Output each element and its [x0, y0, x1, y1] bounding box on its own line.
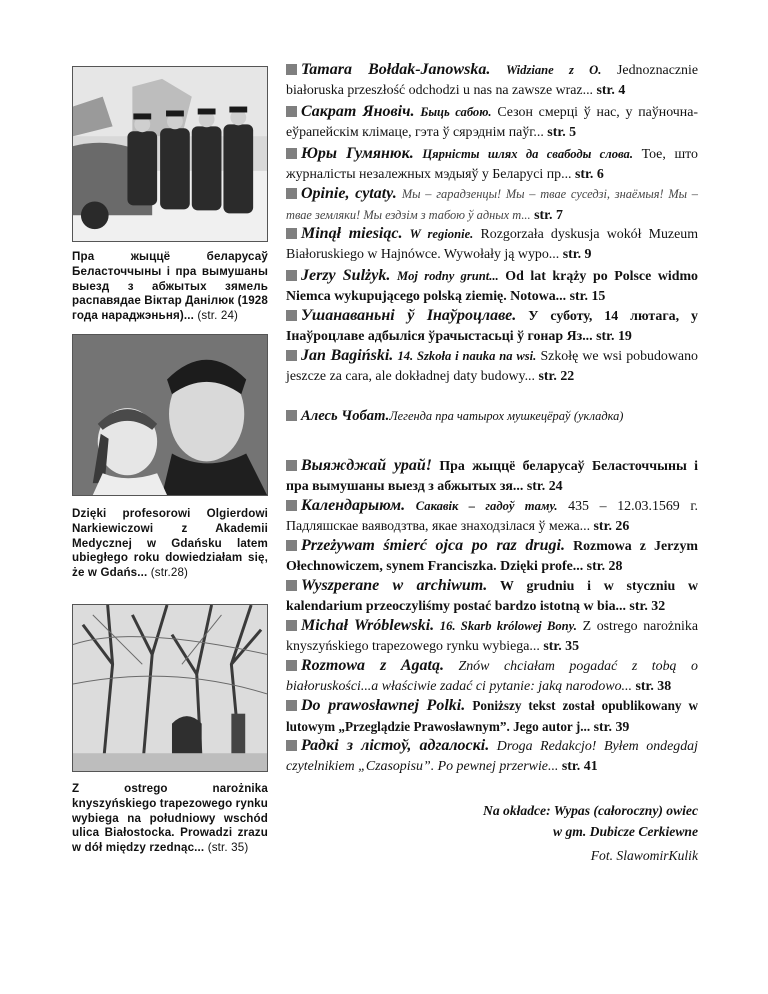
entry-author: Opinie, cytaty. [301, 185, 397, 202]
entry-page: str. 19 [596, 329, 632, 344]
entry-page: str. 6 [575, 167, 604, 182]
photo-cemetery-trees [72, 604, 268, 772]
entry-author: Michał Wróblewski. [301, 617, 435, 634]
entry-author: Tamara Bołdak-Janowska. [301, 61, 491, 78]
entry-title: 14. Szkoła i nauka na wsi. [397, 349, 537, 363]
entry-text: Легенда пра чатырох мушкецёраў [389, 409, 571, 423]
entry-author: Rozmowa z Agatą. [301, 657, 444, 674]
entry-text: Тое, што журналісты незалежных мэдыяў у Беларусі пр... [286, 147, 698, 182]
entry-author: Радкі з лістоў, адгалоскі. [301, 737, 490, 754]
bullet-square-icon [286, 410, 297, 421]
entry-text: 435 – 12.03.1569 г. Падляшскае ваяводзтва, якае знаходзілася ў межа... [286, 499, 698, 534]
entry-page: str. 32 [629, 599, 666, 614]
entry-text: Szkołę we wsi pobudowano jeszcze za cara, ale dokładnej daty budowy... [286, 349, 698, 384]
bullet-square-icon [286, 228, 297, 239]
entry-page: str. 24 [526, 479, 563, 494]
entry-author: Выяжджай урай! [301, 457, 433, 474]
entry-12[interactable] [286, 536, 698, 577]
photo1-caption-page: (str. 24) [197, 309, 239, 323]
entry-page: str. 7 [534, 208, 563, 223]
bullet-square-icon [286, 500, 297, 511]
entry-page: str. 26 [593, 519, 630, 534]
entry-page: str. 28 [586, 559, 623, 574]
entry-1[interactable] [286, 60, 698, 101]
entry-author: Календарыюм. [301, 497, 406, 514]
entry-text: Сезон смерці ў нас, у паўночна-еўрапейскім клімаце, гэта ў сярэднім паўг... [286, 105, 699, 140]
entry-8[interactable] [286, 346, 698, 387]
entry-text: Znów chciałam pogadać z tobą o białoruskości...a właściwie zadać ci pytanie: jaką narodowo... [286, 659, 698, 694]
photo-credit: Fot. SlawomirKulik [590, 848, 698, 863]
entry-5[interactable] [286, 224, 698, 265]
entry-author: Юры Гумянюк. [301, 145, 414, 162]
entry-page: str. 38 [635, 679, 672, 694]
bullet-square-icon [286, 350, 297, 361]
entry-title: Быць сабою. [420, 105, 492, 119]
entry-text: Z ostrego narożnika knyszyńskiego trapezowego rynku wybiega... [286, 619, 698, 654]
entry-page: str. 39 [593, 720, 630, 735]
entry-text: Rozgorzała dyskusja wokół Muzeum Białoruskiego w Hajnówce. Wywołały ją wypo... [286, 227, 699, 262]
photo3-caption-page: (str. 35) [207, 841, 249, 855]
entry-3[interactable] [286, 144, 698, 185]
entry-text: Droga Redakcjo! Byłem ondegdaj czytelnikiem „Czasopisu”. Po pewnej przerwie... [286, 739, 698, 774]
entry-text: Od lat krąży po Polsce widmo Niemca wykupującego polską ziemię. Notowa... [286, 269, 698, 304]
entry-11[interactable] [286, 496, 698, 537]
entry-author: Do prawosławnej Polki. [301, 697, 466, 714]
bullet-square-icon [286, 660, 297, 671]
photo2-caption-text: Dzięki profesorowi Olgierdowi Narkiewiczowi z Akademii Medycznej w Gdańsku latem ubiegłego roku dowiedziałam się, że w Gdańs... [72, 507, 268, 580]
photo2-caption-page: (str.28) [150, 566, 189, 580]
cover-line-2: w gm. Dubicze Cerkiewne [553, 824, 698, 839]
bullet-square-icon [286, 740, 297, 751]
entry-author: Minął miesiąc. [301, 225, 403, 242]
entry-page: str. 15 [569, 289, 606, 304]
photo2-caption [72, 507, 268, 581]
entry-page: str. 9 [562, 247, 592, 262]
entry-4[interactable] [286, 184, 698, 226]
entry-page: str. 35 [543, 639, 580, 654]
entry-page: str. 41 [561, 759, 598, 774]
entry-page: str. 22 [538, 369, 575, 384]
entry-16[interactable] [286, 696, 698, 738]
entry-6[interactable] [286, 266, 698, 307]
cover-note [360, 800, 698, 866]
photo3-caption [72, 782, 268, 856]
photo1-caption [72, 250, 268, 324]
entry-title: 16. Skarb królowej Bony. [439, 619, 577, 633]
bullet-square-icon [286, 700, 297, 711]
bullet-square-icon [286, 310, 297, 321]
entry-text: W grudniu i w styczniu w kalendarium przeoczyliśmy postać bardzo istotną w bia... [286, 579, 698, 614]
entry-page: (укладка) [573, 409, 624, 423]
bullet-square-icon [286, 540, 297, 551]
entry-10[interactable] [286, 456, 698, 497]
entry-17[interactable] [286, 736, 698, 777]
cover-line-1: Na okładce: Wypas (całoroczny) owiec [483, 803, 698, 818]
entry-title: Widziane z O. [505, 63, 602, 77]
entry-title: Цярністы шлях да свабоды слова. [422, 147, 633, 161]
entry-title: W regionie. [409, 227, 474, 241]
bullet-square-icon [286, 64, 297, 75]
entry-13[interactable] [286, 576, 698, 617]
bullet-square-icon [286, 148, 297, 159]
entry-author: Przeżywam śmierć ojca po raz drugi. [301, 537, 565, 554]
bullet-square-icon [286, 270, 297, 281]
entry-page: str. 4 [596, 83, 626, 98]
entry-14[interactable] [286, 616, 698, 657]
entry-15[interactable] [286, 656, 698, 697]
entry-page: str. 5 [547, 125, 577, 140]
entry-text: Пра жыццё беларусаў Беласточчыны і пра вымушаны выезд з абжытых зя... [286, 459, 699, 494]
entry-author: Jerzy Sulżyk. [301, 267, 391, 284]
entry-text: Poniższy tekst został opublikowany w lutowym „Przeglądzie Prawosławnym”. Jego autor j... [286, 698, 698, 734]
photo1-caption-text: Пра жыццё беларусаў Беласточчыны і пра вымушаны выезд з абжытых зямель распавядае Віктар Данілюк (1928 года нараджэньня)... [72, 250, 268, 323]
bullet-square-icon [286, 188, 297, 199]
entry-text: Rozmowa z Jerzym Ołechnowiczem, synem Franciszka. Dzięki profe... [286, 539, 698, 574]
bullet-square-icon [286, 460, 297, 471]
photo-four-men-by-car [72, 66, 268, 242]
photo-man-with-girl [72, 334, 268, 496]
entry-title: Moj rodny grunt... [396, 269, 499, 283]
entry-author: Ушанаваньні ў Інаўроцлаве. [301, 307, 517, 324]
entry-author: Jan Bagiński. [301, 347, 394, 364]
entry-7[interactable] [286, 306, 698, 347]
entry-text: Мы – гарадзенцы! Мы – твае суседзі, знаёмыя! Мы – твае земляки! Мы ездзім з табою ў адных т... [286, 187, 698, 222]
photo3-caption-text: Z ostrego narożnika knyszyńskiego trapezowego rynku wybiega na południowy wschód ulica Białostocka. Prowadzi zrazu w dół między rzednąc... [72, 782, 269, 855]
entry-author: Wyszperane w archiwum. [301, 577, 488, 594]
entry-title: Сакавік – гадоў таму. [415, 499, 558, 513]
entry-text: У суботу, 14 лютага, у Інаўроцлаве адбыліся ўрачыстасьці ў гонар Яз... [286, 309, 699, 344]
bullet-square-icon [286, 580, 297, 591]
bullet-square-icon [286, 620, 297, 631]
entry-author: Алесь Чобат. [301, 408, 390, 424]
entry-text: Jednoznacznie białoruska przeszłość odchodzi u nas na zawsze wraz... [286, 63, 698, 98]
entry-9[interactable] [286, 406, 698, 427]
entry-author: Сакрат Яновіч. [301, 103, 415, 120]
entry-2[interactable] [286, 102, 698, 143]
bullet-square-icon [286, 106, 297, 117]
